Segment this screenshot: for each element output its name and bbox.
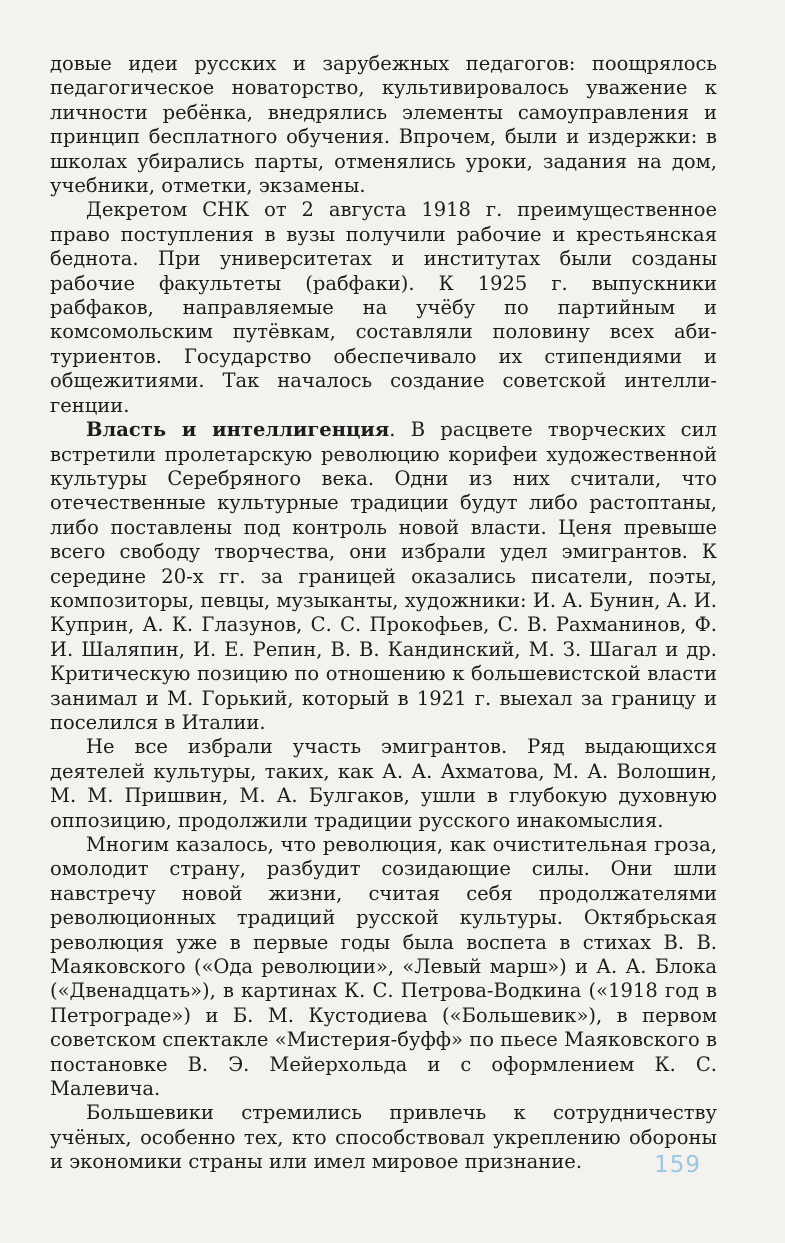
page-number: 159 [654,1152,701,1178]
paragraph-3 [50,418,717,735]
paragraph-6-text: Большевики стремились привлечь к сотрудничеству учёных, особенно тех, кто способствовал укреплению обороны и экономики страны или имел мировое признание. [50,1101,717,1174]
paragraph-6 [50,1101,717,1174]
paragraph-3-text: . В расцвете творческих сил встретили пролетарскую революцию корифеи художественной культуры Серебряного века. Одни из них считали, что отечественные культурные традиции будут либо растоптаны, либо поставлены под контроль новой власти. Ценя превыше всего свободу творчества, они избрали удел эмигрантов. К середине 20-х гг. за границей оказались писатели, поэты, композиторы, певцы, музыканты, художники: И. А. Бунин, А. И. Куприн, А. К. Глазунов, С. С. Прокофьев, С. В. Рахманинов, Ф. И. Шаляпин, И. Е. Репин, В. В. Кандинский, М. З. Шагал и др. Критическую позицию по отношению к большевистской власти занимал и М. Горький, который в 1921 г. выехал за границу и поселился в Италии. [50,418,717,734]
paragraph-5-text: Многим казалось, что революция, как очистительная гроза, омолодит страну, разбудит созидающие силы. Они шли навстречу новой жизни, считая себя продолжателями революционных традиций русской культуры. Октябрьская революция уже в первые годы была воспета в стихах В. В. Маяковского («Ода революции», «Левый марш») и А. А. Блока («Двенадцать»), в картинах К. С. Петрова-Водкина («1918 год в Петрограде») и Б. М. Кустодиева («Большевик»), в первом советском спектакле «Мистерия-буфф» по пьесе Маяковского в постановке В. Э. Мейерхольда и с оформлением К. С. Малевича. [50,833,717,1101]
paragraph-1-text: довые идеи русских и зарубежных педагогов: поощрялось педагогическое новаторство, культивировалось уважение к личности ребёнка, внедрялись элементы самоуправления и принцип бесплатного обучения. Впрочем, были и издержки: в школах убирались парты, отменялись уроки, задания на дом, учебники, отметки, экзамены. [50,52,717,198]
paragraph-2 [50,198,717,418]
paragraph-5 [50,833,717,1101]
body-text [50,52,717,1175]
paragraph-2-text: Декретом СНК от 2 августа 1918 г. преимущественное право поступления в вузы получили рабочие и крестьянская беднота. При университетах и институтах были созданы рабочие факультеты (рабфаки). К 1925 г. выпускники рабфаков, направляемые на учёбу по партийным и комсомольским путёвкам, составляли половину всех абитуриентов. Государство обеспечивало их стипендиями и общежитиями. Так началось создание советской интеллигенции. [50,198,717,417]
paragraph-4-text: Не все избрали участь эмигрантов. Ряд выдающихся деятелей культуры, таких, как А. А. Ахматова, М. А. Волошин, М. М. Пришвин, М. А. Булгаков, ушли в глубокую духовную оппозицию, продолжили традиции русского инакомыслия. [50,735,717,832]
paragraph-4 [50,735,717,833]
paragraph-1 [50,52,717,198]
section-heading: Власть и интеллигенция [86,418,390,442]
